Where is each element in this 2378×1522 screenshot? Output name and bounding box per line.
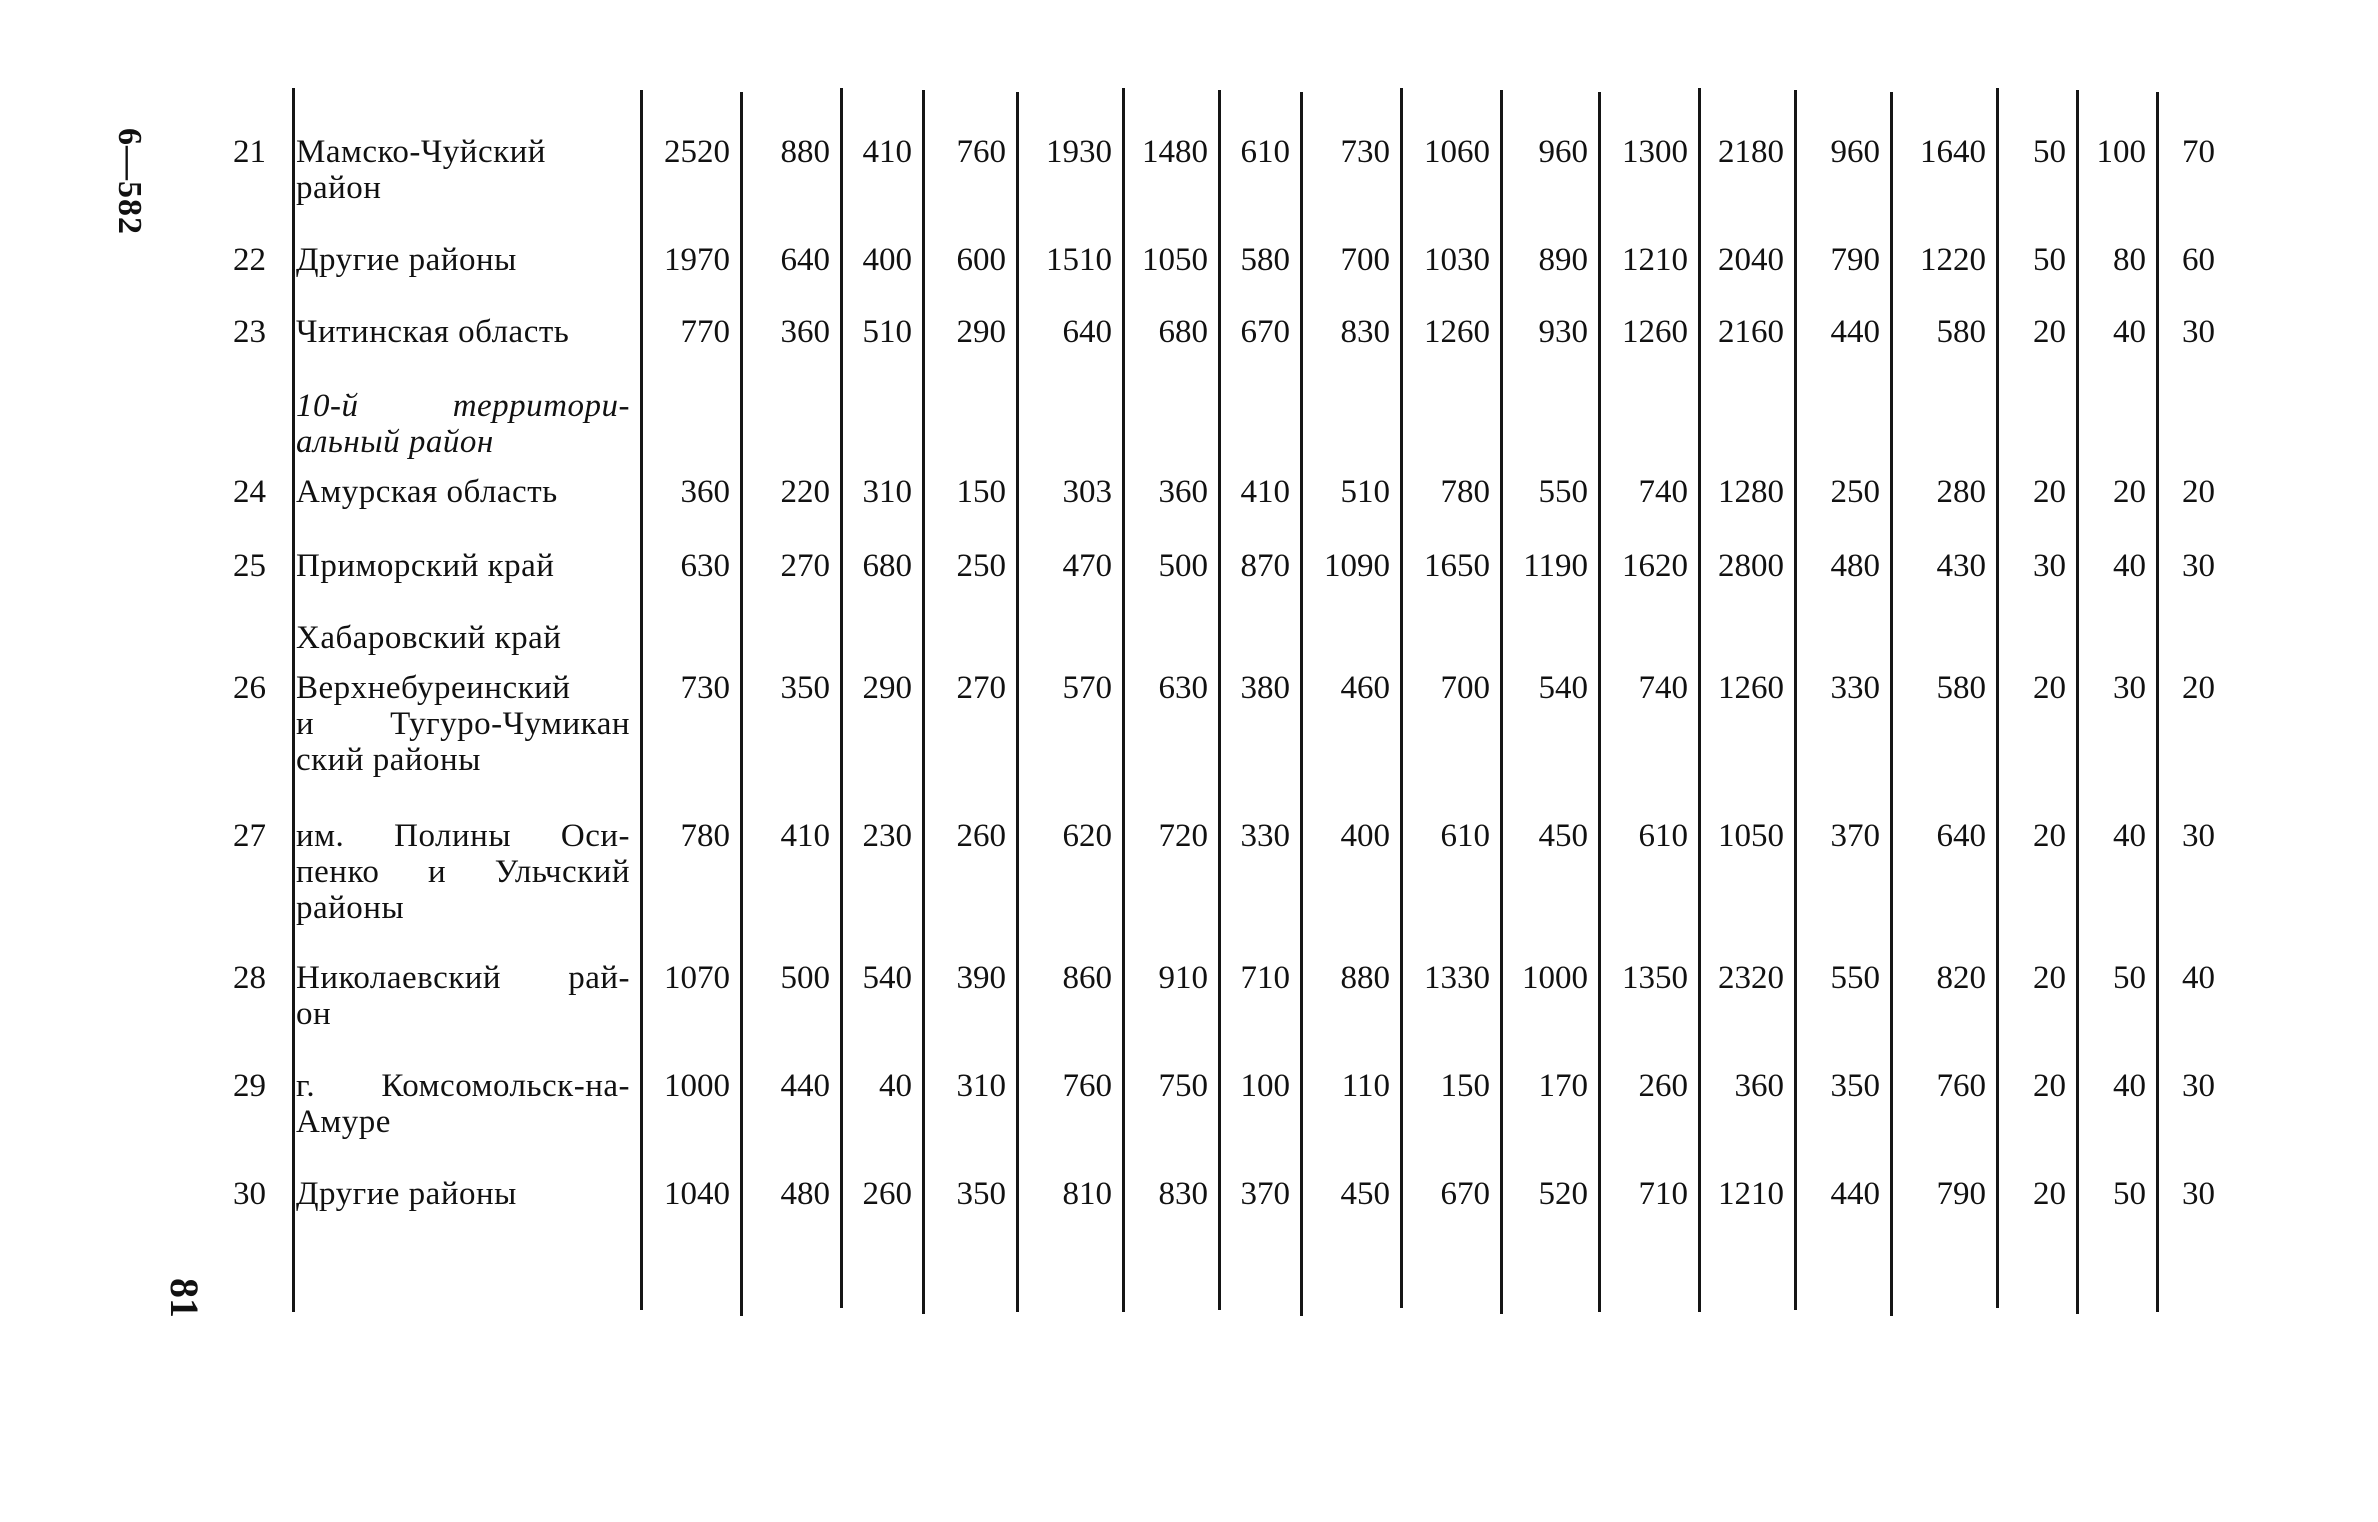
value-cell: 40 xyxy=(2182,960,2215,996)
value-cell: 500 xyxy=(780,960,830,996)
value-cell: 600 xyxy=(956,242,1006,278)
value-cell: 870 xyxy=(1240,548,1290,584)
value-cell: 2520 xyxy=(664,134,730,170)
value-cell: 170 xyxy=(1538,1068,1588,1104)
column-rule xyxy=(1996,88,1999,1308)
value-cell: 1000 xyxy=(664,1068,730,1104)
value-cell: 810 xyxy=(1062,1176,1112,1212)
region-name xyxy=(296,474,630,510)
value-cell: 20 xyxy=(2033,960,2066,996)
value-cell: 1220 xyxy=(1920,242,1986,278)
value-cell: 610 xyxy=(1440,818,1490,854)
value-cell: 640 xyxy=(780,242,830,278)
value-cell: 380 xyxy=(1240,670,1290,706)
value-cell: 410 xyxy=(1240,474,1290,510)
value-cell: 40 xyxy=(2113,1068,2146,1104)
region-name xyxy=(296,134,630,206)
value-cell: 730 xyxy=(680,670,730,706)
region-name-line: Хабаровский край xyxy=(296,620,562,656)
region-name-line: Верхнебуреинский xyxy=(296,670,571,706)
value-cell: 40 xyxy=(2113,548,2146,584)
value-cell: 440 xyxy=(1830,1176,1880,1212)
region-name-line: Мамско-Чуйский xyxy=(296,134,546,170)
region-name xyxy=(296,1176,630,1212)
region-name xyxy=(296,314,630,350)
value-cell: 460 xyxy=(1340,670,1390,706)
value-cell: 20 xyxy=(2033,314,2066,350)
value-cell: 230 xyxy=(862,818,912,854)
value-cell: 500 xyxy=(1158,548,1208,584)
value-cell: 1190 xyxy=(1523,548,1588,584)
value-cell: 50 xyxy=(2033,242,2066,278)
value-cell: 450 xyxy=(1538,818,1588,854)
value-cell: 960 xyxy=(1538,134,1588,170)
value-cell: 350 xyxy=(956,1176,1006,1212)
value-cell: 270 xyxy=(780,548,830,584)
value-cell: 540 xyxy=(862,960,912,996)
column-rule xyxy=(1218,90,1221,1310)
value-cell: 710 xyxy=(1240,960,1290,996)
row-number: 26 xyxy=(233,670,266,706)
value-cell: 70 xyxy=(2182,134,2215,170)
value-cell: 410 xyxy=(780,818,830,854)
value-cell: 1640 xyxy=(1920,134,1986,170)
row-number: 27 xyxy=(233,818,266,854)
value-cell: 1930 xyxy=(1046,134,1112,170)
value-cell: 1510 xyxy=(1046,242,1112,278)
value-cell: 740 xyxy=(1638,474,1688,510)
value-cell: 1260 xyxy=(1424,314,1490,350)
row-number: 30 xyxy=(233,1176,266,1212)
region-name xyxy=(296,1068,630,1140)
value-cell: 1280 xyxy=(1718,474,1784,510)
value-cell: 880 xyxy=(780,134,830,170)
value-cell: 820 xyxy=(1936,960,1986,996)
column-rule xyxy=(1122,88,1125,1312)
value-cell: 50 xyxy=(2033,134,2066,170)
region-name xyxy=(296,242,630,278)
value-cell: 510 xyxy=(1340,474,1390,510)
value-cell: 510 xyxy=(862,314,912,350)
value-cell: 550 xyxy=(1830,960,1880,996)
value-cell: 450 xyxy=(1340,1176,1390,1212)
value-cell: 760 xyxy=(956,134,1006,170)
value-cell: 1260 xyxy=(1718,670,1784,706)
value-cell: 280 xyxy=(1936,474,1986,510)
value-cell: 1210 xyxy=(1718,1176,1784,1212)
value-cell: 30 xyxy=(2113,670,2146,706)
region-name-line: 10-й территори- xyxy=(296,388,630,424)
value-cell: 303 xyxy=(1062,474,1112,510)
value-cell: 520 xyxy=(1538,1176,1588,1212)
value-cell: 100 xyxy=(1240,1068,1290,1104)
column-rule xyxy=(292,88,295,1312)
value-cell: 580 xyxy=(1936,670,1986,706)
value-cell: 890 xyxy=(1538,242,1588,278)
value-cell: 640 xyxy=(1936,818,1986,854)
region-name-line: Приморский край xyxy=(296,548,555,584)
value-cell: 30 xyxy=(2182,1176,2215,1212)
column-rule xyxy=(1016,92,1019,1312)
value-cell: 720 xyxy=(1158,818,1208,854)
value-cell: 360 xyxy=(1734,1068,1784,1104)
value-cell: 740 xyxy=(1638,670,1688,706)
region-name-line: Амурская область xyxy=(296,474,558,510)
region-name-line: район xyxy=(296,170,382,206)
value-cell: 630 xyxy=(1158,670,1208,706)
value-cell: 30 xyxy=(2182,548,2215,584)
column-rule xyxy=(922,90,925,1314)
value-cell: 700 xyxy=(1340,242,1390,278)
region-name-line: Читинская область xyxy=(296,314,570,350)
column-rule xyxy=(2156,92,2159,1312)
page-number: 81 xyxy=(162,1278,207,1318)
value-cell: 830 xyxy=(1340,314,1390,350)
value-cell: 20 xyxy=(2033,1068,2066,1104)
value-cell: 830 xyxy=(1158,1176,1208,1212)
value-cell: 580 xyxy=(1240,242,1290,278)
value-cell: 910 xyxy=(1158,960,1208,996)
column-rule xyxy=(1598,92,1601,1312)
value-cell: 670 xyxy=(1440,1176,1490,1212)
value-cell: 670 xyxy=(1240,314,1290,350)
value-cell: 290 xyxy=(956,314,1006,350)
value-cell: 680 xyxy=(862,548,912,584)
value-cell: 390 xyxy=(956,960,1006,996)
region-name-line: районы xyxy=(296,890,405,926)
value-cell: 260 xyxy=(956,818,1006,854)
region-name-line: альный район xyxy=(296,424,494,460)
value-cell: 260 xyxy=(1638,1068,1688,1104)
value-cell: 610 xyxy=(1638,818,1688,854)
value-cell: 760 xyxy=(1936,1068,1986,1104)
value-cell: 1620 xyxy=(1622,548,1688,584)
value-cell: 40 xyxy=(879,1068,912,1104)
value-cell: 780 xyxy=(680,818,730,854)
value-cell: 290 xyxy=(862,670,912,706)
value-cell: 40 xyxy=(2113,818,2146,854)
region-name-line: г. Комсомольск-на- xyxy=(296,1068,630,1104)
region-name-line: Николаевский рай- xyxy=(296,960,630,996)
value-cell: 760 xyxy=(1062,1068,1112,1104)
value-cell: 1040 xyxy=(664,1176,730,1212)
value-cell: 1300 xyxy=(1622,134,1688,170)
value-cell: 2160 xyxy=(1718,314,1784,350)
column-rule xyxy=(640,90,643,1310)
column-rule xyxy=(1890,92,1893,1316)
value-cell: 860 xyxy=(1062,960,1112,996)
value-cell: 350 xyxy=(1830,1068,1880,1104)
value-cell: 550 xyxy=(1538,474,1588,510)
value-cell: 50 xyxy=(2113,1176,2146,1212)
value-cell: 630 xyxy=(680,548,730,584)
column-rule xyxy=(1400,88,1403,1308)
value-cell: 780 xyxy=(1440,474,1490,510)
value-cell: 1260 xyxy=(1622,314,1688,350)
value-cell: 1210 xyxy=(1622,242,1688,278)
value-cell: 430 xyxy=(1936,548,1986,584)
region-name xyxy=(296,548,630,584)
value-cell: 1970 xyxy=(664,242,730,278)
value-cell: 250 xyxy=(956,548,1006,584)
value-cell: 1050 xyxy=(1718,818,1784,854)
value-cell: 440 xyxy=(780,1068,830,1104)
value-cell: 370 xyxy=(1240,1176,1290,1212)
value-cell: 710 xyxy=(1638,1176,1688,1212)
value-cell: 540 xyxy=(1538,670,1588,706)
column-rule xyxy=(2076,90,2079,1314)
value-cell: 960 xyxy=(1830,134,1880,170)
region-name-line: Амуре xyxy=(296,1104,391,1140)
value-cell: 330 xyxy=(1240,818,1290,854)
value-cell: 20 xyxy=(2033,474,2066,510)
value-cell: 330 xyxy=(1830,670,1880,706)
row-number: 21 xyxy=(233,134,266,170)
value-cell: 260 xyxy=(862,1176,912,1212)
value-cell: 30 xyxy=(2182,314,2215,350)
value-cell: 1000 xyxy=(1522,960,1588,996)
column-rule xyxy=(1300,92,1303,1316)
value-cell: 1050 xyxy=(1142,242,1208,278)
value-cell: 1330 xyxy=(1424,960,1490,996)
value-cell: 880 xyxy=(1340,960,1390,996)
row-number: 29 xyxy=(233,1068,266,1104)
value-cell: 400 xyxy=(1340,818,1390,854)
value-cell: 20 xyxy=(2033,818,2066,854)
region-name-line: и Тугуро-Чумикан xyxy=(296,706,630,742)
value-cell: 20 xyxy=(2182,474,2215,510)
column-rule xyxy=(740,92,743,1316)
value-cell: 60 xyxy=(2182,242,2215,278)
value-cell: 410 xyxy=(862,134,912,170)
value-cell: 2180 xyxy=(1718,134,1784,170)
section-heading xyxy=(296,388,630,460)
value-cell: 2800 xyxy=(1718,548,1784,584)
value-cell: 470 xyxy=(1062,548,1112,584)
value-cell: 360 xyxy=(680,474,730,510)
column-rule xyxy=(1698,88,1701,1312)
region-name-line: он xyxy=(296,996,332,1032)
row-number: 28 xyxy=(233,960,266,996)
value-cell: 570 xyxy=(1062,670,1112,706)
region-name-line: Другие районы xyxy=(296,242,517,278)
value-cell: 1070 xyxy=(664,960,730,996)
value-cell: 50 xyxy=(2113,960,2146,996)
value-cell: 770 xyxy=(680,314,730,350)
value-cell: 40 xyxy=(2113,314,2146,350)
row-number: 25 xyxy=(233,548,266,584)
row-number: 22 xyxy=(233,242,266,278)
value-cell: 1060 xyxy=(1424,134,1490,170)
column-rule xyxy=(1794,90,1797,1310)
value-cell: 750 xyxy=(1158,1068,1208,1104)
region-name xyxy=(296,620,630,656)
column-rule xyxy=(1500,90,1503,1314)
value-cell: 270 xyxy=(956,670,1006,706)
value-cell: 30 xyxy=(2033,548,2066,584)
value-cell: 370 xyxy=(1830,818,1880,854)
value-cell: 790 xyxy=(1936,1176,1986,1212)
value-cell: 250 xyxy=(1830,474,1880,510)
value-cell: 100 xyxy=(2096,134,2146,170)
value-cell: 1090 xyxy=(1324,548,1390,584)
value-cell: 480 xyxy=(780,1176,830,1212)
region-name-line: Другие районы xyxy=(296,1176,517,1212)
value-cell: 20 xyxy=(2182,670,2215,706)
value-cell: 1480 xyxy=(1142,134,1208,170)
value-cell: 790 xyxy=(1830,242,1880,278)
value-cell: 680 xyxy=(1158,314,1208,350)
value-cell: 620 xyxy=(1062,818,1112,854)
value-cell: 150 xyxy=(956,474,1006,510)
column-rule xyxy=(840,88,843,1308)
value-cell: 2040 xyxy=(1718,242,1784,278)
value-cell: 1350 xyxy=(1622,960,1688,996)
page-code: 6—582 xyxy=(111,128,148,235)
value-cell: 2320 xyxy=(1718,960,1784,996)
region-name-line: им. Полины Оси- xyxy=(296,818,630,854)
value-cell: 1650 xyxy=(1424,548,1490,584)
value-cell: 400 xyxy=(862,242,912,278)
value-cell: 310 xyxy=(862,474,912,510)
value-cell: 360 xyxy=(780,314,830,350)
value-cell: 350 xyxy=(780,670,830,706)
row-number: 24 xyxy=(233,474,266,510)
value-cell: 310 xyxy=(956,1068,1006,1104)
value-cell: 360 xyxy=(1158,474,1208,510)
region-name-line: пенко и Ульчский xyxy=(296,854,630,890)
value-cell: 700 xyxy=(1440,670,1490,706)
value-cell: 730 xyxy=(1340,134,1390,170)
value-cell: 30 xyxy=(2182,1068,2215,1104)
region-name xyxy=(296,960,630,1032)
value-cell: 1030 xyxy=(1424,242,1490,278)
region-name-line: ский районы xyxy=(296,742,481,778)
value-cell: 20 xyxy=(2033,670,2066,706)
row-number: 23 xyxy=(233,314,266,350)
value-cell: 20 xyxy=(2113,474,2146,510)
value-cell: 220 xyxy=(780,474,830,510)
value-cell: 20 xyxy=(2033,1176,2066,1212)
value-cell: 30 xyxy=(2182,818,2215,854)
value-cell: 150 xyxy=(1440,1068,1490,1104)
region-name xyxy=(296,670,630,778)
region-name xyxy=(296,818,630,926)
value-cell: 610 xyxy=(1240,134,1290,170)
value-cell: 930 xyxy=(1538,314,1588,350)
value-cell: 480 xyxy=(1830,548,1880,584)
value-cell: 580 xyxy=(1936,314,1986,350)
value-cell: 80 xyxy=(2113,242,2146,278)
value-cell: 110 xyxy=(1341,1068,1390,1104)
value-cell: 440 xyxy=(1830,314,1880,350)
value-cell: 640 xyxy=(1062,314,1112,350)
